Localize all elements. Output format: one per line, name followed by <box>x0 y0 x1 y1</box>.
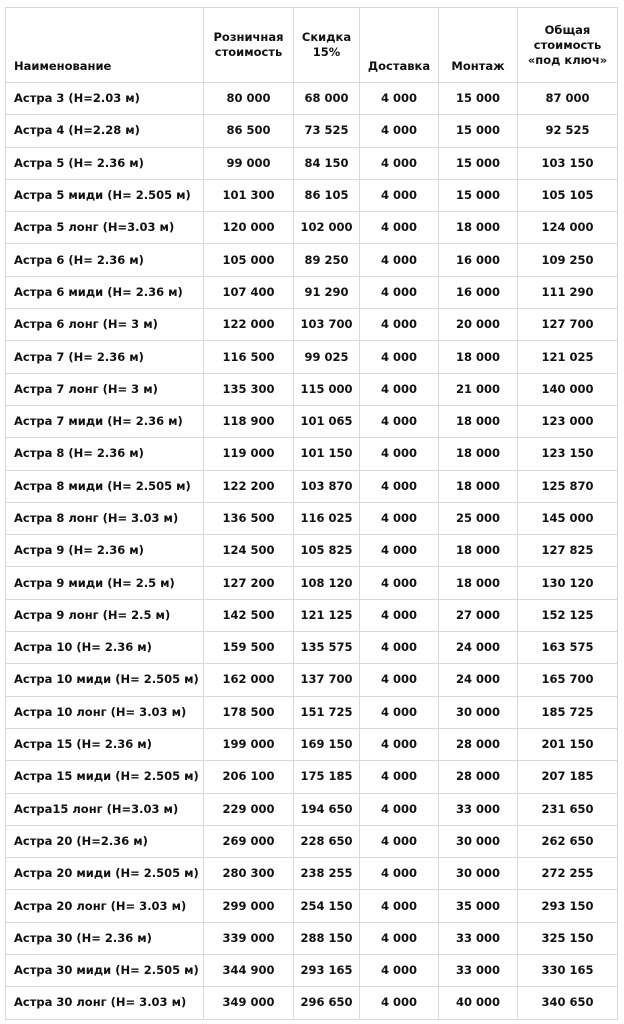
table-row <box>6 147 618 179</box>
cell-discount: 169 150 <box>294 728 360 760</box>
cell-delivery: 4 000 <box>360 147 439 179</box>
header-row <box>6 8 618 83</box>
cell-discount: 293 165 <box>294 955 360 987</box>
cell-total: 123 150 <box>518 438 618 470</box>
cell-total: 231 650 <box>518 793 618 825</box>
table-row <box>6 535 618 567</box>
cell-mounting: 15 000 <box>439 147 518 179</box>
cell-discount: 105 825 <box>294 535 360 567</box>
cell-retail: 101 300 <box>204 179 294 211</box>
cell-total: 130 120 <box>518 567 618 599</box>
cell-mounting: 24 000 <box>439 664 518 696</box>
cell-retail: 136 500 <box>204 502 294 534</box>
cell-retail: 299 000 <box>204 890 294 922</box>
cell-total: 201 150 <box>518 728 618 760</box>
cell-delivery: 4 000 <box>360 664 439 696</box>
cell-retail: 124 500 <box>204 535 294 567</box>
cell-discount: 238 255 <box>294 858 360 890</box>
cell-mounting: 30 000 <box>439 858 518 890</box>
cell-total: 127 825 <box>518 535 618 567</box>
cell-discount: 194 650 <box>294 793 360 825</box>
cell-name: Астра 30 (Н= 2.36 м) <box>6 922 204 954</box>
cell-mounting: 15 000 <box>439 179 518 211</box>
cell-total: 330 165 <box>518 955 618 987</box>
cell-retail: 349 000 <box>204 987 294 1019</box>
cell-discount: 73 525 <box>294 115 360 147</box>
cell-delivery: 4 000 <box>360 567 439 599</box>
cell-mounting: 18 000 <box>439 470 518 502</box>
cell-mounting: 16 000 <box>439 276 518 308</box>
cell-retail: 142 500 <box>204 599 294 631</box>
cell-total: 272 255 <box>518 858 618 890</box>
cell-discount: 288 150 <box>294 922 360 954</box>
table-row <box>6 309 618 341</box>
table-row <box>6 825 618 857</box>
cell-name: Астра 20 лонг (Н= 3.03 м) <box>6 890 204 922</box>
cell-retail: 344 900 <box>204 955 294 987</box>
cell-total: 293 150 <box>518 890 618 922</box>
cell-total: 87 000 <box>518 83 618 115</box>
table-row <box>6 793 618 825</box>
table-row <box>6 438 618 470</box>
cell-mounting: 21 000 <box>439 373 518 405</box>
table-row <box>6 664 618 696</box>
cell-total: 163 575 <box>518 632 618 664</box>
cell-discount: 103 870 <box>294 470 360 502</box>
cell-mounting: 18 000 <box>439 341 518 373</box>
cell-retail: 178 500 <box>204 696 294 728</box>
cell-discount: 86 105 <box>294 179 360 211</box>
cell-delivery: 4 000 <box>360 276 439 308</box>
table-row <box>6 858 618 890</box>
cell-mounting: 25 000 <box>439 502 518 534</box>
table-row <box>6 244 618 276</box>
cell-delivery: 4 000 <box>360 922 439 954</box>
cell-name: Астра 15 миди (Н= 2.505 м) <box>6 761 204 793</box>
table-row <box>6 567 618 599</box>
table-row <box>6 728 618 760</box>
cell-total: 109 250 <box>518 244 618 276</box>
cell-delivery: 4 000 <box>360 858 439 890</box>
cell-mounting: 18 000 <box>439 535 518 567</box>
cell-retail: 119 000 <box>204 438 294 470</box>
cell-retail: 122 000 <box>204 309 294 341</box>
price-table-container <box>5 7 618 1020</box>
cell-mounting: 33 000 <box>439 793 518 825</box>
cell-name: Астра 7 (Н= 2.36 м) <box>6 341 204 373</box>
table-row <box>6 115 618 147</box>
cell-delivery: 4 000 <box>360 599 439 631</box>
table-row <box>6 276 618 308</box>
cell-retail: 127 200 <box>204 567 294 599</box>
cell-mounting: 27 000 <box>439 599 518 631</box>
cell-mounting: 18 000 <box>439 212 518 244</box>
cell-discount: 296 650 <box>294 987 360 1019</box>
cell-delivery: 4 000 <box>360 341 439 373</box>
cell-discount: 137 700 <box>294 664 360 696</box>
cell-total: 121 025 <box>518 341 618 373</box>
cell-discount: 101 150 <box>294 438 360 470</box>
cell-mounting: 35 000 <box>439 890 518 922</box>
cell-name: Астра 6 миди (Н= 2.36 м) <box>6 276 204 308</box>
cell-delivery: 4 000 <box>360 761 439 793</box>
table-row <box>6 632 618 664</box>
cell-retail: 118 900 <box>204 405 294 437</box>
cell-delivery: 4 000 <box>360 728 439 760</box>
cell-retail: 86 500 <box>204 115 294 147</box>
cell-total: 262 650 <box>518 825 618 857</box>
cell-total: 207 185 <box>518 761 618 793</box>
cell-retail: 80 000 <box>204 83 294 115</box>
table-row <box>6 341 618 373</box>
cell-name: Астра 9 (Н= 2.36 м) <box>6 535 204 567</box>
cell-delivery: 4 000 <box>360 244 439 276</box>
cell-name: Астра 9 миди (Н= 2.5 м) <box>6 567 204 599</box>
table-row <box>6 696 618 728</box>
cell-mounting: 24 000 <box>439 632 518 664</box>
cell-discount: 116 025 <box>294 502 360 534</box>
cell-name: Астра 5 миди (Н= 2.505 м) <box>6 179 204 211</box>
cell-delivery: 4 000 <box>360 632 439 664</box>
table-row <box>6 502 618 534</box>
table-row <box>6 470 618 502</box>
table-row <box>6 922 618 954</box>
cell-delivery: 4 000 <box>360 955 439 987</box>
cell-delivery: 4 000 <box>360 696 439 728</box>
column-header-retail: Розничная стоимость <box>204 8 294 83</box>
cell-total: 125 870 <box>518 470 618 502</box>
cell-mounting: 28 000 <box>439 728 518 760</box>
cell-total: 124 000 <box>518 212 618 244</box>
cell-discount: 89 250 <box>294 244 360 276</box>
cell-name: Астра 6 (Н= 2.36 м) <box>6 244 204 276</box>
cell-retail: 199 000 <box>204 728 294 760</box>
cell-name: Астра 5 (Н= 2.36 м) <box>6 147 204 179</box>
cell-name: Астра 10 миди (Н= 2.505 м) <box>6 664 204 696</box>
table-row <box>6 890 618 922</box>
cell-retail: 135 300 <box>204 373 294 405</box>
cell-total: 145 000 <box>518 502 618 534</box>
cell-retail: 269 000 <box>204 825 294 857</box>
cell-delivery: 4 000 <box>360 890 439 922</box>
cell-total: 111 290 <box>518 276 618 308</box>
cell-discount: 99 025 <box>294 341 360 373</box>
cell-name: Астра 7 лонг (Н= 3 м) <box>6 373 204 405</box>
column-header-name: Наименование <box>6 8 204 83</box>
column-header-mounting: Монтаж <box>439 8 518 83</box>
cell-total: 105 105 <box>518 179 618 211</box>
cell-mounting: 30 000 <box>439 825 518 857</box>
cell-name: Астра 3 (Н=2.03 м) <box>6 83 204 115</box>
table-row <box>6 373 618 405</box>
cell-delivery: 4 000 <box>360 535 439 567</box>
cell-discount: 121 125 <box>294 599 360 631</box>
cell-total: 127 700 <box>518 309 618 341</box>
table-row <box>6 83 618 115</box>
cell-delivery: 4 000 <box>360 438 439 470</box>
cell-total: 92 525 <box>518 115 618 147</box>
cell-total: 103 150 <box>518 147 618 179</box>
cell-name: Астра 30 миди (Н= 2.505 м) <box>6 955 204 987</box>
table-row <box>6 987 618 1019</box>
cell-discount: 135 575 <box>294 632 360 664</box>
cell-mounting: 30 000 <box>439 696 518 728</box>
cell-mounting: 15 000 <box>439 115 518 147</box>
table-row <box>6 179 618 211</box>
cell-delivery: 4 000 <box>360 373 439 405</box>
table-row <box>6 599 618 631</box>
cell-delivery: 4 000 <box>360 825 439 857</box>
cell-mounting: 20 000 <box>439 309 518 341</box>
cell-discount: 108 120 <box>294 567 360 599</box>
cell-discount: 115 000 <box>294 373 360 405</box>
column-header-total: Общая стоимость «под ключ» <box>518 8 618 83</box>
cell-name: Астра15 лонг (Н=3.03 м) <box>6 793 204 825</box>
cell-delivery: 4 000 <box>360 179 439 211</box>
cell-delivery: 4 000 <box>360 793 439 825</box>
cell-retail: 162 000 <box>204 664 294 696</box>
cell-name: Астра 20 (Н=2.36 м) <box>6 825 204 857</box>
cell-mounting: 18 000 <box>439 438 518 470</box>
cell-total: 165 700 <box>518 664 618 696</box>
cell-discount: 228 650 <box>294 825 360 857</box>
cell-discount: 175 185 <box>294 761 360 793</box>
cell-total: 123 000 <box>518 405 618 437</box>
cell-retail: 120 000 <box>204 212 294 244</box>
cell-delivery: 4 000 <box>360 502 439 534</box>
cell-name: Астра 5 лонг (Н=3.03 м) <box>6 212 204 244</box>
cell-retail: 99 000 <box>204 147 294 179</box>
cell-mounting: 15 000 <box>439 83 518 115</box>
cell-name: Астра 10 лонг (Н= 3.03 м) <box>6 696 204 728</box>
cell-retail: 122 200 <box>204 470 294 502</box>
cell-name: Астра 8 (Н= 2.36 м) <box>6 438 204 470</box>
cell-total: 140 000 <box>518 373 618 405</box>
cell-discount: 254 150 <box>294 890 360 922</box>
cell-total: 340 650 <box>518 987 618 1019</box>
cell-name: Астра 15 (Н= 2.36 м) <box>6 728 204 760</box>
cell-name: Астра 8 лонг (Н= 3.03 м) <box>6 502 204 534</box>
cell-name: Астра 30 лонг (Н= 3.03 м) <box>6 987 204 1019</box>
cell-retail: 116 500 <box>204 341 294 373</box>
cell-mounting: 18 000 <box>439 567 518 599</box>
cell-total: 185 725 <box>518 696 618 728</box>
cell-name: Астра 6 лонг (Н= 3 м) <box>6 309 204 341</box>
cell-retail: 206 100 <box>204 761 294 793</box>
cell-name: Астра 4 (Н=2.28 м) <box>6 115 204 147</box>
cell-discount: 102 000 <box>294 212 360 244</box>
table-body <box>6 83 618 1020</box>
cell-delivery: 4 000 <box>360 115 439 147</box>
cell-retail: 229 000 <box>204 793 294 825</box>
cell-mounting: 18 000 <box>439 405 518 437</box>
cell-delivery: 4 000 <box>360 309 439 341</box>
cell-discount: 101 065 <box>294 405 360 437</box>
column-header-delivery: Доставка <box>360 8 439 83</box>
table-row <box>6 212 618 244</box>
table-row <box>6 955 618 987</box>
cell-mounting: 28 000 <box>439 761 518 793</box>
price-table <box>5 7 618 1020</box>
cell-mounting: 33 000 <box>439 955 518 987</box>
cell-delivery: 4 000 <box>360 212 439 244</box>
cell-total: 325 150 <box>518 922 618 954</box>
cell-discount: 84 150 <box>294 147 360 179</box>
cell-mounting: 40 000 <box>439 987 518 1019</box>
cell-retail: 105 000 <box>204 244 294 276</box>
cell-discount: 151 725 <box>294 696 360 728</box>
cell-discount: 68 000 <box>294 83 360 115</box>
cell-delivery: 4 000 <box>360 987 439 1019</box>
cell-name: Астра 10 (Н= 2.36 м) <box>6 632 204 664</box>
cell-name: Астра 20 миди (Н= 2.505 м) <box>6 858 204 890</box>
cell-mounting: 33 000 <box>439 922 518 954</box>
cell-delivery: 4 000 <box>360 83 439 115</box>
cell-retail: 339 000 <box>204 922 294 954</box>
cell-name: Астра 8 миди (Н= 2.505 м) <box>6 470 204 502</box>
cell-retail: 159 500 <box>204 632 294 664</box>
cell-retail: 107 400 <box>204 276 294 308</box>
cell-retail: 280 300 <box>204 858 294 890</box>
cell-discount: 91 290 <box>294 276 360 308</box>
cell-name: Астра 7 миди (Н= 2.36 м) <box>6 405 204 437</box>
column-header-discount: Скидка 15% <box>294 8 360 83</box>
cell-delivery: 4 000 <box>360 470 439 502</box>
table-header <box>6 8 618 83</box>
cell-mounting: 16 000 <box>439 244 518 276</box>
cell-name: Астра 9 лонг (Н= 2.5 м) <box>6 599 204 631</box>
cell-discount: 103 700 <box>294 309 360 341</box>
cell-delivery: 4 000 <box>360 405 439 437</box>
cell-total: 152 125 <box>518 599 618 631</box>
table-row <box>6 405 618 437</box>
table-row <box>6 761 618 793</box>
